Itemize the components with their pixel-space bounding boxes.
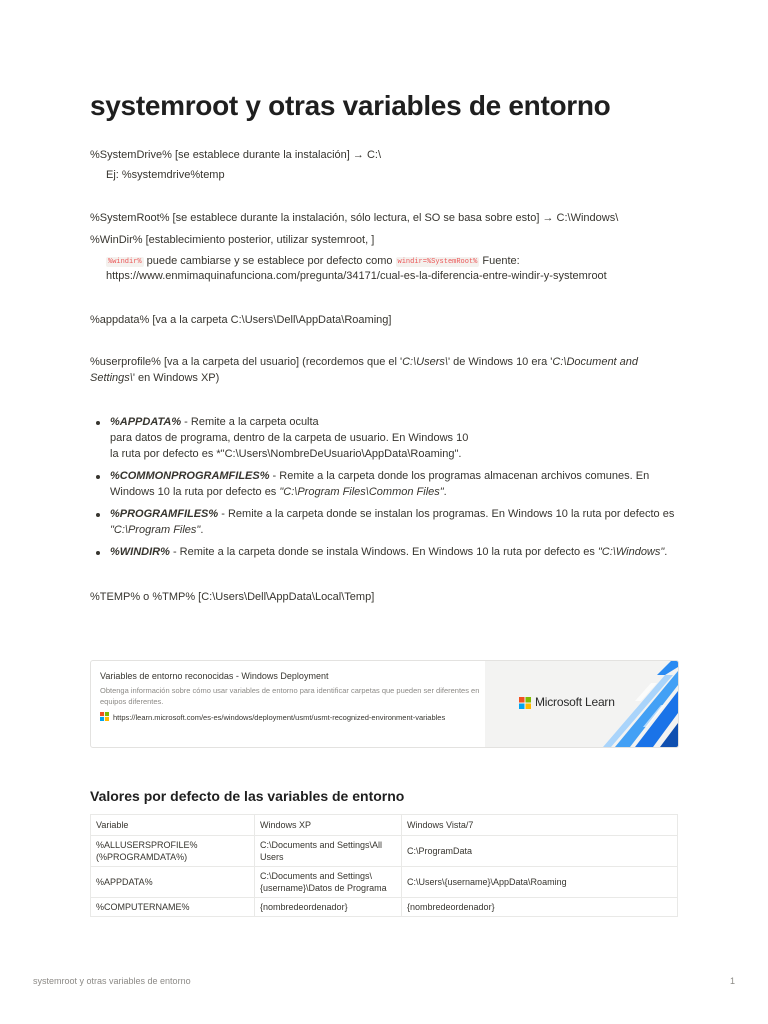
table-header-row	[91, 815, 678, 836]
inline-code-windir: %windir%	[108, 258, 142, 266]
variable-name: %PROGRAMFILES%	[110, 508, 219, 520]
userprofile-paragraph	[90, 354, 670, 386]
list-item-text: - Remite a la carpeta donde se instala Windows. En Windows 10 la ruta por defecto es	[169, 546, 598, 558]
appdata-line: %appdata% [va a la carpeta C:\Users\Dell\AppData\Roaming]	[90, 314, 392, 326]
bookmark-description: Obtenga información sobre cómo usar variables de entorno para identificar carpetas que pueden ser diferentes en equipos diferentes.	[100, 686, 480, 706]
source-label: Fuente:	[479, 255, 520, 267]
bookmark-thumbnail	[485, 661, 678, 747]
source-link[interactable]: https://www.enmimaquinafunciona.com/pregunta/34171/cual-es-la-diferencia-entre-windir-y-systemroot	[106, 270, 607, 282]
userprofile-text-a: %userprofile% [va a la carpeta del usuario] (recordemos que el '	[90, 356, 403, 368]
cell-text: %ALLUSERSPROFILE%	[96, 840, 198, 850]
variable-name: %WINDIR%	[110, 546, 170, 558]
userprofile-path-users: C:\Users\	[402, 356, 448, 368]
cell-text: {username}\Datos de Programa	[260, 883, 387, 893]
list-item	[90, 414, 678, 462]
bookmark-text	[100, 670, 480, 723]
list-item-path: "C:\Program Files"	[110, 524, 201, 536]
systemdrive-line: %SystemDrive% [se establece durante la instalación] → C:\	[90, 149, 382, 161]
list-item-text: - Remite a la carpeta oculta	[181, 416, 319, 428]
table-cell: {nombredeordenador}	[255, 898, 402, 917]
variable-name: %COMMONPROGRAMFILES%	[110, 470, 270, 482]
table-header-cell: Variable	[91, 815, 255, 836]
table-cell: C:\ProgramData	[402, 836, 678, 867]
userprofile-text-c: ' de Windows 10 era '	[447, 356, 553, 368]
cell-text: (%PROGRAMDATA%)	[96, 852, 188, 862]
list-item	[90, 506, 678, 538]
windir-note-text: puede cambiarse y se establece por defecto como	[143, 255, 396, 267]
cell-text: C:\Documents and Settings\	[260, 871, 373, 881]
table-cell: %COMPUTERNAME%	[91, 898, 255, 917]
userprofile-text-e: ' en Windows XP)	[132, 372, 220, 384]
table-row	[91, 867, 678, 898]
list-item-text: - Remite a la carpeta donde los programas almacenan archivos comunes. En Windows 10 la ruta por defecto es	[110, 470, 650, 498]
userprofile-path-docs: C:\Document and Settings\	[90, 356, 639, 384]
page-number: 1	[729, 976, 735, 986]
section-heading: Valores por defecto de las variables de entorno	[90, 788, 405, 804]
bookmark-url-text: https://learn.microsoft.com/es-es/windows/deployment/usmt/usmt-recognized-environment-variables	[113, 713, 446, 722]
list-item-end: .	[443, 486, 447, 498]
list-item-text: para datos de programa, dentro de la carpeta de usuario. En Windows 10	[110, 432, 469, 444]
windir-line: %WinDir% [establecimiento posterior, utilizar systemroot, ]	[90, 234, 375, 246]
systemroot-line: %SystemRoot% [se establece durante la instalación, sólo lectura, el SO se basa sobre esto] → C:\Windows\	[90, 212, 619, 224]
table-cell: {nombredeordenador}	[402, 898, 678, 917]
defaults-table	[90, 814, 678, 917]
table-cell	[255, 867, 402, 898]
footer-title: systemroot y otras variables de entorno	[33, 976, 191, 986]
microsoft-favicon-icon	[100, 712, 109, 721]
list-item	[90, 544, 678, 560]
microsoft-logo-icon	[519, 697, 531, 709]
cell-text: Users	[260, 852, 284, 862]
list-item-end: .	[664, 546, 668, 558]
temp-line: %TEMP% o %TMP% [C:\Users\Dell\AppData\Local\Temp]	[90, 591, 375, 603]
table-cell: C:\Users\{username}\AppData\Roaming	[402, 867, 678, 898]
list-item-path: "C:\Windows"	[597, 546, 665, 558]
page-title: systemroot y otras variables de entorno	[90, 90, 611, 121]
bookmark-url	[100, 712, 480, 723]
list-item-path: "C:\Program Files\Common Files"	[279, 486, 444, 498]
list-item-text: - Remite a la carpeta donde se instalan los programas. En Windows 10 la ruta por defecto es	[218, 508, 675, 520]
bookmark-title: Variables de entorno reconocidas - Windows Deployment	[100, 671, 329, 681]
list-item	[90, 468, 678, 500]
bookmark-card[interactable]	[90, 660, 679, 748]
systemdrive-example: Ej: %systemdrive%temp	[106, 169, 225, 181]
list-item-text: la ruta por defecto es *"C:\Users\NombreDeUsuario\AppData\Roaming".	[110, 448, 462, 460]
list-item-end: .	[200, 524, 204, 536]
table-header-cell: Windows Vista/7	[402, 815, 678, 836]
table-row	[91, 836, 678, 867]
table-cell: %APPDATA%	[91, 867, 255, 898]
brand-name: Microsoft Learn	[535, 695, 615, 709]
variables-list	[90, 414, 678, 566]
table-header-cell: Windows XP	[255, 815, 402, 836]
table-row	[91, 898, 678, 917]
variable-name: %APPDATA%	[110, 416, 182, 428]
table-cell	[255, 836, 402, 867]
table-cell	[91, 836, 255, 867]
inline-code-default: windir=%SystemRoot%	[397, 258, 478, 266]
cell-text: C:\Documents and Settings\All	[260, 840, 383, 850]
